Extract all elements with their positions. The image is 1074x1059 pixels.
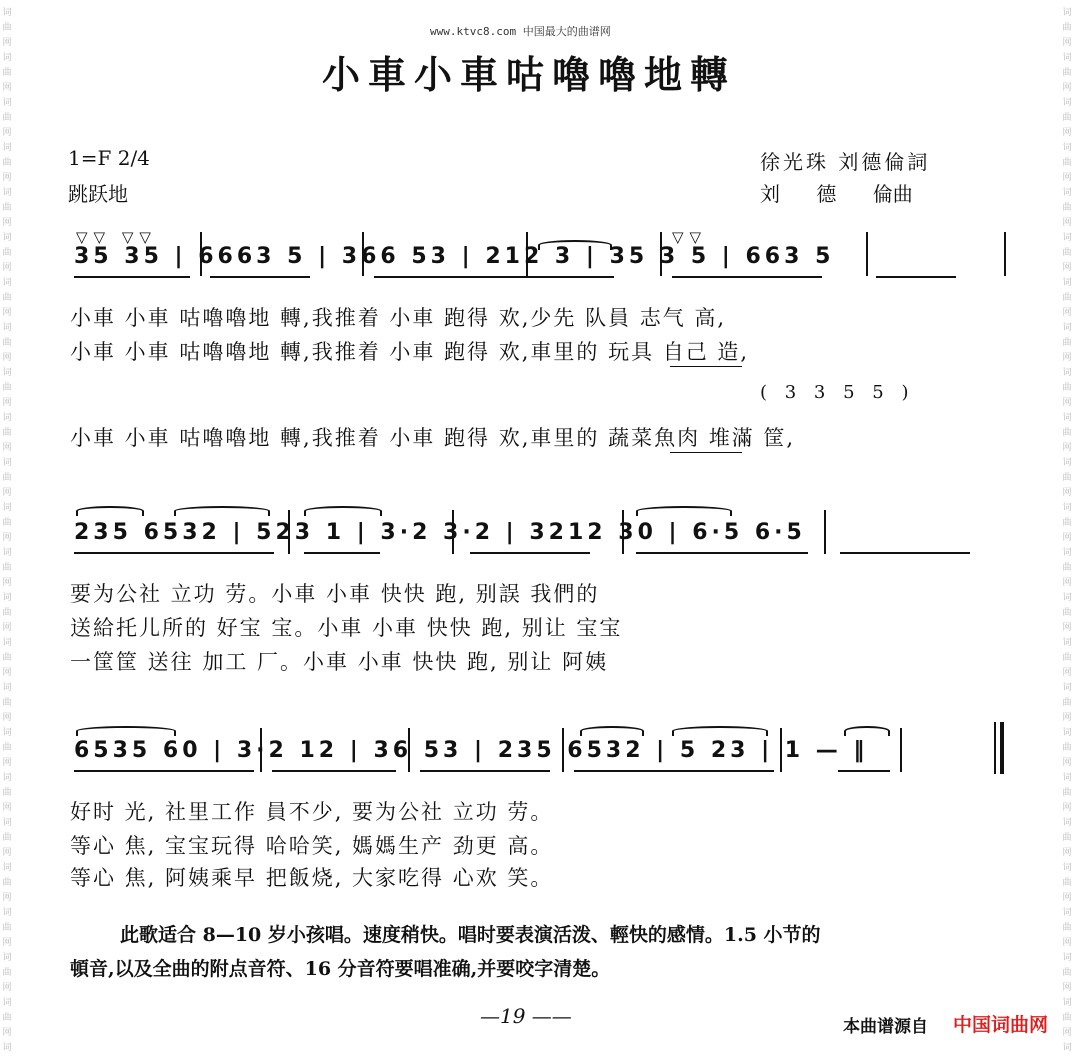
edge-watermark-char: 曲 <box>2 698 12 708</box>
beam-line <box>876 276 956 278</box>
edge-watermark-char: 词 <box>2 143 12 153</box>
edge-watermark-char: 曲 <box>2 203 12 213</box>
edge-watermark-char: 网 <box>1062 173 1072 183</box>
beam-line <box>272 770 396 772</box>
beam-line <box>574 770 774 772</box>
edge-watermark-char: 曲 <box>2 788 12 798</box>
edge-watermark-char: 网 <box>2 938 12 948</box>
bar-line <box>866 232 868 276</box>
edge-watermark-char: 网 <box>1062 623 1072 633</box>
edge-watermark-char: 曲 <box>2 608 12 618</box>
beam-line <box>672 276 822 278</box>
edge-watermark-char: 词 <box>2 593 12 603</box>
edge-watermark-char: 网 <box>1062 848 1072 858</box>
edge-watermark-char: 词 <box>1062 683 1072 693</box>
edge-watermark-char: 词 <box>2 863 12 873</box>
edge-watermark-char: 曲 <box>2 113 12 123</box>
beam-line <box>74 552 274 554</box>
slur-mark <box>672 726 768 736</box>
edge-watermark-char: 曲 <box>1062 383 1072 393</box>
beam-line <box>304 552 380 554</box>
edge-watermark-char: 网 <box>2 443 12 453</box>
right-watermark-strip <box>1060 0 1074 1059</box>
edge-watermark-char: 词 <box>1062 8 1072 18</box>
edge-watermark-char: 网 <box>1062 893 1072 903</box>
site-url[interactable]: www.ktvc8.com 中国最大的曲谱网 <box>430 25 611 38</box>
song-title: 小車小車咕嚕嚕地轉 <box>322 52 737 97</box>
edge-watermark-char: 曲 <box>2 383 12 393</box>
lyric-verse-2: 等心 焦, 宝宝玩得 哈哈笑, 媽媽生产 劲更 高。 <box>70 834 554 858</box>
edge-watermark-char: 词 <box>2 728 12 738</box>
edge-watermark-char: 网 <box>1062 533 1072 543</box>
edge-watermark-char: 词 <box>1062 818 1072 828</box>
edge-watermark-char: 词 <box>1062 863 1072 873</box>
lyric-verse-1: 好时 光, 社里工作 員不少, 要为公社 立功 劳。 <box>70 800 554 824</box>
edge-watermark-char: 曲 <box>1062 158 1072 168</box>
edge-watermark-char: 曲 <box>2 878 12 888</box>
edge-watermark-char: 网 <box>1062 938 1072 948</box>
bar-line <box>526 232 528 276</box>
edge-watermark-char: 曲 <box>2 653 12 663</box>
notation-line-2: 235 6532 | 523 1 | 3·2 3·2 | 3212 30 | 6·5 6·5 <box>74 520 806 545</box>
footer-brand[interactable]: 中国词曲网 <box>953 1014 1049 1036</box>
edge-watermark-char: 曲 <box>2 473 12 483</box>
edge-watermark-char: 词 <box>1062 728 1072 738</box>
edge-watermark-char: 曲 <box>2 833 12 843</box>
edge-watermark-char: 网 <box>1062 758 1072 768</box>
slur-mark <box>636 506 732 516</box>
edge-watermark-char: 曲 <box>1062 878 1072 888</box>
edge-watermark-char: 曲 <box>1062 518 1072 528</box>
edge-watermark-char: 词 <box>2 818 12 828</box>
lyric-verse-3: 小車 小車 咕嚕嚕地 轉,我推着 小車 跑得 欢,車里的 蔬菜魚肉 堆滿 筐, <box>70 426 796 450</box>
edge-watermark-char: 词 <box>1062 53 1072 63</box>
bar-line <box>362 232 364 276</box>
edge-watermark-char: 网 <box>2 398 12 408</box>
edge-watermark-char: 词 <box>2 503 12 513</box>
edge-watermark-char: 曲 <box>1062 113 1072 123</box>
edge-watermark-char: 词 <box>1062 998 1072 1008</box>
edge-watermark-char: 词 <box>2 233 12 243</box>
edge-watermark-char: 曲 <box>1062 968 1072 978</box>
beam-line <box>374 276 614 278</box>
underline-mark <box>670 452 742 453</box>
edge-watermark-char: 词 <box>1062 638 1072 648</box>
edge-watermark-char: 词 <box>1062 953 1072 963</box>
edge-watermark-char: 网 <box>2 218 12 228</box>
staccato-marks: ▽▽ ▽▽ <box>76 228 157 246</box>
edge-watermark-char: 曲 <box>1062 248 1072 258</box>
edge-watermark-char: 词 <box>2 53 12 63</box>
edge-watermark-char: 网 <box>2 488 12 498</box>
edge-watermark-char: 网 <box>1062 353 1072 363</box>
edge-watermark-char: 词 <box>2 908 12 918</box>
edge-watermark-char: 曲 <box>1062 428 1072 438</box>
edge-watermark-char: 曲 <box>2 293 12 303</box>
edge-watermark-char: 网 <box>1062 398 1072 408</box>
edge-watermark-char: 网 <box>2 803 12 813</box>
notation-line-1: 35 35 | 6663 5 | 366 53 | 212 3 | 35 3 5 | 663 5 <box>74 244 835 269</box>
edge-watermark-char: 网 <box>2 353 12 363</box>
edge-watermark-char: 曲 <box>1062 1013 1072 1023</box>
edge-watermark-char: 网 <box>2 128 12 138</box>
edge-watermark-char: 词 <box>1062 1043 1072 1053</box>
edge-watermark-char: 曲 <box>2 923 12 933</box>
edge-watermark-char: 网 <box>1062 578 1072 588</box>
edge-watermark-char: 网 <box>2 623 12 633</box>
edge-watermark-char: 曲 <box>1062 833 1072 843</box>
bar-line <box>562 728 564 772</box>
beam-line <box>838 770 890 772</box>
edge-watermark-char: 曲 <box>2 563 12 573</box>
edge-watermark-char: 网 <box>2 848 12 858</box>
edge-watermark-char: 词 <box>1062 143 1072 153</box>
staccato-marks: ▽▽ <box>672 228 708 246</box>
edge-watermark-char: 网 <box>1062 713 1072 723</box>
edge-watermark-char: 词 <box>1062 323 1072 333</box>
bar-line <box>1004 232 1006 276</box>
edge-watermark-char: 网 <box>1062 1028 1072 1038</box>
edge-watermark-char: 曲 <box>2 518 12 528</box>
bar-line <box>660 232 662 276</box>
edge-watermark-char: 曲 <box>1062 68 1072 78</box>
final-bar-line <box>1000 722 1004 774</box>
slur-mark <box>76 726 176 736</box>
edge-watermark-char: 词 <box>2 458 12 468</box>
edge-watermark-char: 词 <box>2 98 12 108</box>
edge-watermark-char: 网 <box>1062 488 1072 498</box>
edge-watermark-char: 词 <box>1062 908 1072 918</box>
edge-watermark-char: 词 <box>1062 233 1072 243</box>
edge-watermark-char: 词 <box>2 638 12 648</box>
edge-watermark-char: 网 <box>2 173 12 183</box>
performance-note-line-2: 頓音,以及全曲的附点音符、16 分音符要唱准确,并要咬字清楚。 <box>70 958 611 980</box>
edge-watermark-char: 词 <box>1062 188 1072 198</box>
bar-line <box>260 728 262 772</box>
edge-watermark-char: 网 <box>1062 218 1072 228</box>
edge-watermark-char: 词 <box>1062 98 1072 108</box>
beam-line <box>74 276 190 278</box>
edge-watermark-char: 曲 <box>2 338 12 348</box>
edge-watermark-char: 网 <box>2 578 12 588</box>
bar-line <box>900 728 902 772</box>
edge-watermark-char: 词 <box>2 683 12 693</box>
lyric-verse-1: 小車 小車 咕嚕嚕地 轉,我推着 小車 跑得 欢,少先 队員 志气 高, <box>70 306 727 330</box>
bar-line <box>288 510 290 554</box>
performance-note-line-1: 此歌适合 8—10 岁小孩唱。速度稍快。唱时要表演活泼、輕快的感情。1.5 小节的 <box>120 924 821 946</box>
edge-watermark-char: 曲 <box>1062 23 1072 33</box>
edge-watermark-char: 词 <box>1062 458 1072 468</box>
edge-watermark-char: 词 <box>1062 278 1072 288</box>
lyric-verse-3: 一筐筐 送往 加工 厂。小車 小車 快快 跑, 别让 阿姨 <box>70 650 609 674</box>
lyricist-credit: 徐光珠 刘德倫詞 <box>760 150 931 174</box>
edge-watermark-char: 网 <box>2 308 12 318</box>
edge-watermark-char: 词 <box>1062 503 1072 513</box>
edge-watermark-char: 词 <box>2 953 12 963</box>
bar-line <box>408 728 410 772</box>
lyric-verse-2: 送給托儿所的 好宝 宝。小車 小車 快快 跑, 别让 宝宝 <box>70 616 623 640</box>
beam-line <box>74 770 254 772</box>
footer-source-label: 本曲谱源自 <box>843 1017 928 1037</box>
edge-watermark-char: 网 <box>1062 443 1072 453</box>
edge-watermark-char: 曲 <box>2 428 12 438</box>
edge-watermark-char: 词 <box>2 188 12 198</box>
edge-watermark-char: 曲 <box>1062 293 1072 303</box>
edge-watermark-char: 网 <box>2 533 12 543</box>
edge-watermark-char: 词 <box>2 368 12 378</box>
edge-watermark-char: 网 <box>1062 128 1072 138</box>
edge-watermark-char: 网 <box>2 668 12 678</box>
edge-watermark-char: 网 <box>2 1028 12 1038</box>
edge-watermark-char: 网 <box>2 263 12 273</box>
edge-watermark-char: 词 <box>2 278 12 288</box>
edge-watermark-char: 词 <box>1062 368 1072 378</box>
slur-mark <box>304 506 382 516</box>
edge-watermark-char: 曲 <box>2 23 12 33</box>
edge-watermark-char: 网 <box>1062 83 1072 93</box>
beam-line <box>840 552 970 554</box>
edge-watermark-char: 曲 <box>2 158 12 168</box>
edge-watermark-char: 词 <box>1062 773 1072 783</box>
edge-watermark-char: 网 <box>1062 38 1072 48</box>
edge-watermark-char: 曲 <box>1062 698 1072 708</box>
edge-watermark-char: 网 <box>1062 803 1072 813</box>
bar-line <box>780 728 782 772</box>
underline-mark <box>670 366 742 367</box>
edge-watermark-char: 网 <box>2 713 12 723</box>
page-number: —19 —— <box>480 1004 572 1028</box>
edge-watermark-char: 网 <box>2 893 12 903</box>
edge-watermark-char: 词 <box>2 998 12 1008</box>
notation-line-3: 6535 60 | 3·2 12 | 36 53 | 235 6532 | 5 23 | 1 — ‖ <box>74 738 869 763</box>
slur-mark <box>76 506 144 516</box>
lyric-verse-1: 要为公社 立功 劳。小車 小車 快快 跑, 别誤 我們的 <box>70 582 600 606</box>
edge-watermark-char: 网 <box>2 758 12 768</box>
edge-watermark-char: 曲 <box>1062 203 1072 213</box>
edge-watermark-char: 曲 <box>1062 788 1072 798</box>
edge-watermark-char: 曲 <box>1062 653 1072 663</box>
edge-watermark-char: 词 <box>1062 548 1072 558</box>
beam-line <box>210 276 310 278</box>
edge-watermark-char: 曲 <box>1062 338 1072 348</box>
edge-watermark-char: 曲 <box>2 248 12 258</box>
edge-watermark-char: 曲 <box>2 68 12 78</box>
slur-mark <box>844 726 890 736</box>
edge-watermark-char: 词 <box>2 323 12 333</box>
edge-watermark-char: 词 <box>2 413 12 423</box>
bar-line <box>200 232 202 276</box>
edge-watermark-char: 网 <box>2 83 12 93</box>
edge-watermark-char: 网 <box>1062 263 1072 273</box>
edge-watermark-char: 网 <box>2 38 12 48</box>
edge-watermark-char: 词 <box>1062 413 1072 423</box>
edge-watermark-char: 词 <box>2 8 12 18</box>
slur-mark <box>174 506 270 516</box>
beam-line <box>470 552 590 554</box>
left-watermark-strip <box>0 0 14 1059</box>
edge-watermark-char: 词 <box>2 548 12 558</box>
bar-line <box>452 510 454 554</box>
edge-watermark-char: 网 <box>1062 668 1072 678</box>
lyric-verse-2: 小車 小車 咕嚕嚕地 轉,我推着 小車 跑得 欢,車里的 玩具 自己 造, <box>70 340 750 364</box>
key-signature: 1=F 2/4 <box>68 146 150 170</box>
bar-line <box>824 510 826 554</box>
beam-line <box>636 552 808 554</box>
edge-watermark-char: 曲 <box>2 743 12 753</box>
edge-watermark-char: 曲 <box>1062 743 1072 753</box>
edge-watermark-char: 曲 <box>2 1013 12 1023</box>
tempo-marking: 跳跃地 <box>68 182 128 206</box>
bar-line <box>994 722 996 774</box>
variant-notes: ( 3 3 5 5 ) <box>760 382 915 403</box>
edge-watermark-char: 曲 <box>1062 563 1072 573</box>
composer-credit: 刘 德 倫曲 <box>760 182 913 206</box>
edge-watermark-char: 曲 <box>1062 923 1072 933</box>
edge-watermark-char: 曲 <box>1062 473 1072 483</box>
edge-watermark-char: 曲 <box>1062 608 1072 618</box>
edge-watermark-char: 网 <box>1062 308 1072 318</box>
lyric-verse-3: 等心 焦, 阿姨乘早 把飯烧, 大家吃得 心欢 笑。 <box>70 866 554 890</box>
edge-watermark-char: 词 <box>2 773 12 783</box>
beam-line <box>420 770 550 772</box>
bar-line <box>622 510 624 554</box>
edge-watermark-char: 词 <box>2 1043 12 1053</box>
edge-watermark-char: 网 <box>1062 983 1072 993</box>
edge-watermark-char: 曲 <box>2 968 12 978</box>
edge-watermark-char: 词 <box>1062 593 1072 603</box>
edge-watermark-char: 网 <box>2 983 12 993</box>
slur-mark <box>580 726 644 736</box>
